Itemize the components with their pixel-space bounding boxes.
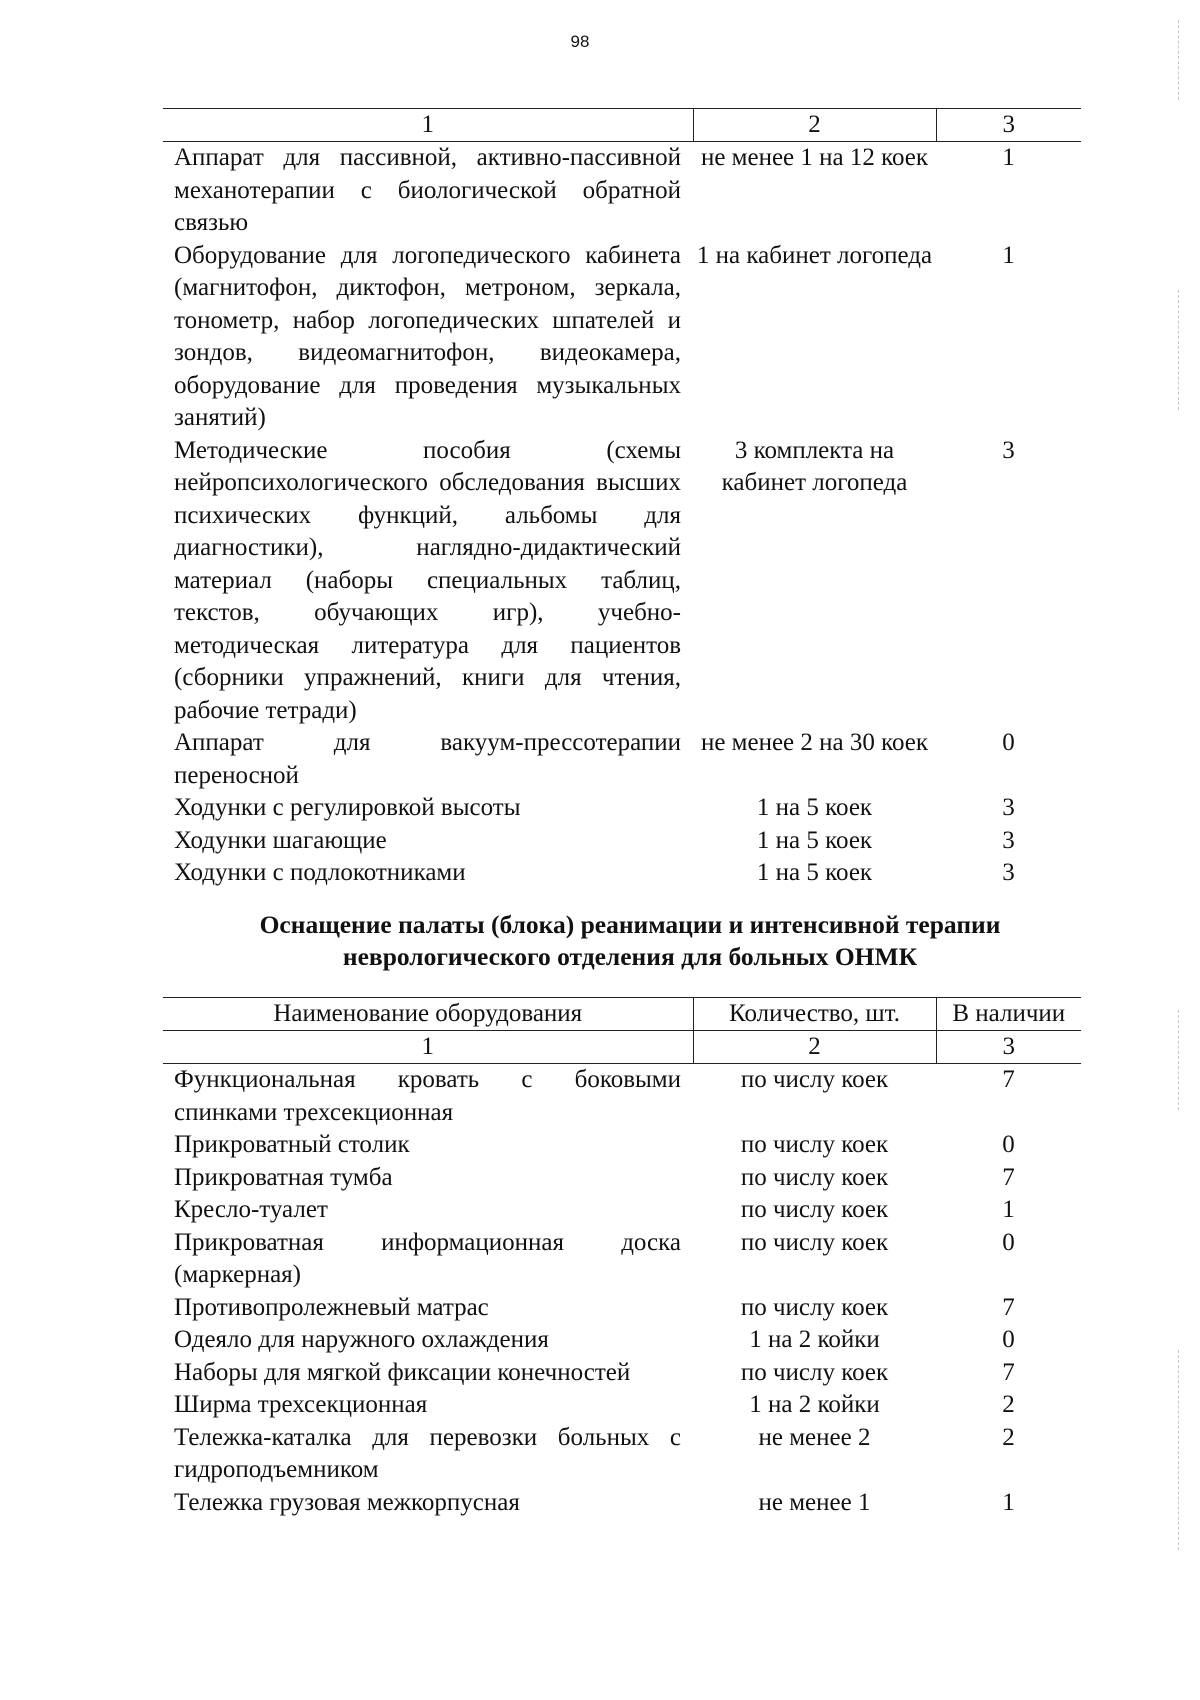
table-row [163, 825, 1081, 858]
equipment-available: 3 [1002, 436, 1015, 464]
column-number: 1 [163, 109, 693, 142]
table-row [163, 792, 1081, 825]
table-row [163, 435, 1081, 728]
equipment-available: 0 [1002, 1131, 1015, 1158]
equipment-quantity: не менее 1 [758, 1488, 871, 1516]
column-number: 1 [163, 1031, 693, 1064]
table-row [163, 1292, 1081, 1325]
page-number: 98 [570, 32, 590, 51]
column-number: 3 [936, 1031, 1081, 1064]
equipment-table-icu [163, 997, 1081, 1519]
equipment-quantity: 3 комплекта на кабинет логопеда [721, 436, 908, 496]
scan-edge-mark [1178, 20, 1180, 100]
section-title [150, 909, 1110, 973]
equipment-quantity: 1 на 5 коек [756, 794, 873, 821]
table-row [163, 1129, 1081, 1162]
equipment-name: Ходунки с подлокотниками [174, 859, 466, 886]
table-row [163, 1162, 1081, 1195]
equipment-name: Прикроватный столик [174, 1131, 410, 1158]
equipment-quantity: по числу коек [740, 1358, 889, 1386]
equipment-name: Аппарат для пассивной, активно-пассивной механотерапии с биологической обратной связью [174, 144, 681, 236]
equipment-quantity: по числу коек [740, 1066, 889, 1093]
equipment-quantity: не менее 2 [758, 1423, 871, 1451]
column-number-row [163, 1031, 1081, 1064]
equipment-name: Противопролежневый матрас [174, 1293, 489, 1321]
equipment-name: Прикроватная тумба [174, 1163, 393, 1191]
equipment-name: Ходунки шагающие [174, 826, 387, 854]
equipment-quantity: 1 на 2 койки [749, 1391, 880, 1418]
scan-edge-mark [1178, 1010, 1180, 1110]
equipment-quantity: по числу коек [740, 1228, 889, 1256]
scan-edge-mark [1178, 290, 1180, 410]
equipment-available: 3 [1002, 859, 1015, 886]
equipment-available: 2 [1002, 1391, 1015, 1418]
column-number: 3 [936, 109, 1081, 142]
equipment-available: 2 [1002, 1423, 1015, 1451]
column-header-name: Наименование оборудования [163, 998, 693, 1031]
equipment-name: Ходунки с регулировкой высоты [174, 794, 521, 821]
table-row [163, 1422, 1081, 1487]
equipment-name: Кресло-туалет [174, 1196, 328, 1223]
equipment-name: Тележка грузовая межкорпусная [174, 1488, 520, 1516]
equipment-available: 7 [1002, 1066, 1015, 1093]
equipment-available: 1 [1002, 1196, 1015, 1223]
equipment-available: 1 [1002, 144, 1015, 171]
equipment-quantity: 1 на 2 койки [749, 1326, 880, 1353]
column-number-row [163, 109, 1081, 142]
equipment-available: 7 [1002, 1293, 1015, 1321]
column-number: 2 [693, 1031, 936, 1064]
equipment-name: Функциональная кровать с боковыми спинками трехсекционная [174, 1066, 681, 1126]
equipment-quantity: по числу коек [740, 1131, 889, 1158]
table-row [163, 1064, 1081, 1130]
equipment-table-rehab [163, 108, 1081, 890]
table-row [163, 240, 1081, 435]
equipment-available: 1 [1002, 241, 1015, 269]
equipment-quantity: не менее 1 на 12 коек [700, 144, 929, 171]
scan-edge-mark [1178, 1350, 1180, 1550]
equipment-available: 0 [1002, 1326, 1015, 1353]
equipment-quantity: по числу коек [740, 1196, 889, 1223]
table-row [163, 1389, 1081, 1422]
section-title-line: Оснащение палаты (блока) реанимации и интенсивной терапии [259, 910, 1001, 939]
header-row [163, 998, 1081, 1031]
table-row [163, 1194, 1081, 1227]
column-header-available: В наличии [936, 998, 1081, 1031]
equipment-name: Оборудование для логопедического кабинета (магнитофон, диктофон, метроном, зеркала, тонометр, набор логопедических шпателей и зондов, видеомагнитофон, видеокамера, оборудование для проведения музыкальных занятий) [174, 241, 681, 431]
equipment-available: 7 [1002, 1358, 1015, 1386]
table-row [163, 1487, 1081, 1520]
equipment-available: 1 [1002, 1488, 1015, 1516]
equipment-quantity: не менее 2 на 30 коек [700, 729, 929, 756]
column-number: 2 [693, 109, 936, 142]
section-title-line: неврологического отделения для больных ОНМК [342, 942, 918, 971]
equipment-available: 3 [1002, 826, 1015, 854]
equipment-available: 0 [1002, 1228, 1015, 1256]
table-row [163, 727, 1081, 792]
equipment-quantity: 1 на 5 коек [756, 826, 873, 854]
equipment-name: Тележка-каталка для перевозки больных с гидроподъемником [174, 1423, 681, 1483]
equipment-name: Ширма трехсекционная [174, 1391, 428, 1418]
table-row [163, 857, 1081, 890]
table-row [163, 1227, 1081, 1292]
equipment-name: Прикроватная информационная доска (маркерная) [174, 1228, 681, 1288]
equipment-name: Наборы для мягкой фиксации конечностей [174, 1358, 631, 1386]
equipment-quantity: 1 на 5 коек [756, 859, 873, 886]
table-row [163, 1324, 1081, 1357]
equipment-quantity: 1 на кабинет логопеда [696, 241, 933, 269]
equipment-quantity: по числу коек [740, 1293, 889, 1321]
equipment-name: Аппарат для вакуум-прессотерапии переносной [174, 729, 681, 789]
table-row [163, 1357, 1081, 1390]
equipment-available: 3 [1002, 794, 1015, 821]
equipment-name: Методические пособия (схемы нейропсихологического обследования высших психических функций, альбомы для диагностики), наглядно-дидактический материал (наборы специальных таблиц, текстов, обучающих игр), учебно-методическая литература для пациентов (сборники упражнений, книги для чтения, рабочие тетради) [174, 436, 681, 724]
column-header-quantity: Количество, шт. [693, 998, 936, 1031]
table-row [163, 142, 1081, 240]
equipment-available: 0 [1002, 729, 1015, 756]
equipment-available: 7 [1002, 1163, 1015, 1191]
equipment-name: Одеяло для наружного охлаждения [174, 1326, 549, 1353]
equipment-quantity: по числу коек [740, 1163, 889, 1191]
